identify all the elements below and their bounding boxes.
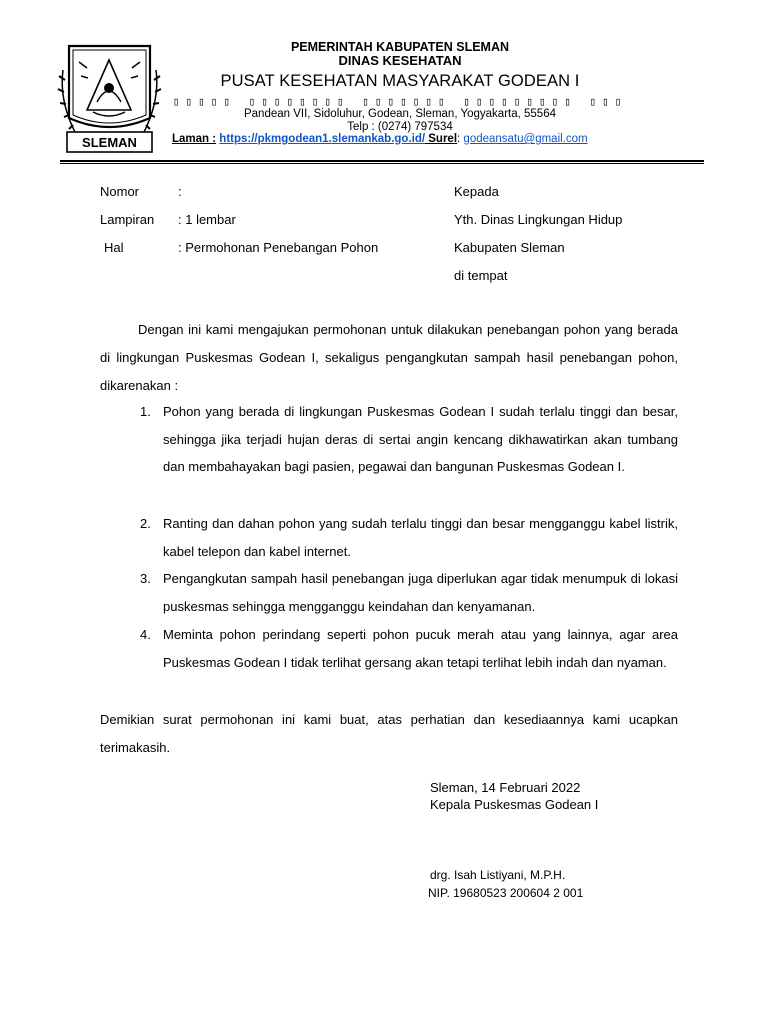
header-divider [60, 160, 704, 162]
hal-label: Hal [104, 240, 124, 255]
body-closing-paragraph: Demikian surat permohonan ini kami buat, atas perhatian dan kesediaannya kami ucapkan terimakasih. [100, 712, 678, 755]
list-item: Pengangkutan sampah hasil penebangan juga diperlukan agar tidak menumpuk di lokasi puskesmas sehingga mengganggu keindahan dan kenyamanan. [163, 571, 678, 614]
list-number: 2. [140, 516, 151, 531]
list-number: 4. [140, 627, 151, 642]
lampiran-label: Lampiran [100, 212, 155, 227]
signature-nip: NIP. 19680523 200604 2 001 [428, 886, 584, 900]
recipient-line-1: Kepada [454, 184, 499, 199]
list-item: Pohon yang berada di lingkungan Puskesmas Godean I sudah terlalu tinggi dan besar, sehingga jika terjadi hujan deras di sertai angin kencang dikhawatirkan akan tumbang dan membahayakan bagi pasien, pegawai dan bangunan Puskesmas Godean I. [163, 404, 678, 474]
web-label: Laman : [172, 133, 217, 145]
header-government: PEMERINTAH KABUPATEN SLEMAN [290, 40, 510, 54]
email-label: Surel [428, 133, 458, 145]
recipient-line-3: Kabupaten Sleman [454, 240, 565, 255]
nomor-label: Nomor [100, 184, 140, 199]
recipient-line-2: Yth. Dinas Lingkungan Hidup [454, 212, 623, 227]
signature-position: Kepala Puskesmas Godean I [430, 797, 599, 812]
list-number: 3. [140, 571, 151, 586]
list-number: 1. [140, 404, 151, 419]
lampiran-value: : 1 lembar [178, 212, 236, 227]
header-divider-thin [60, 163, 704, 164]
recipient-line-4: di tempat [454, 268, 508, 283]
header-javanese-script: ▯▯▯▯▯ ▯▯▯▯▯▯▯▯ ▯▯▯▯▯▯▯ ▯▯▯▯▯▯▯▯▯ ▯▯▯ [172, 95, 628, 108]
header-contact-line: Laman : https://pkmgodean1.slemankab.go.id/ Surel: godeansatu@gmail.com [172, 133, 588, 145]
list-item: Meminta pohon perindang seperti pohon pucuk merah atau yang lainnya, agar area Puskesmas Godean I tidak terlihat gersang akan tetapi terlihat lebih indah dan nyaman. [163, 627, 678, 670]
email-link[interactable]: godeansatu@gmail.com [463, 133, 588, 145]
list-item: Ranting dan dahan pohon yang sudah terlalu tinggi dan besar mengganggu kabel listrik, kabel telepon dan kabel internet. [163, 516, 678, 559]
body-intro-paragraph: Dengan ini kami mengajukan permohonan untuk dilakukan penebangan pohon yang berada di lingkungan Puskesmas Godean I, sekaligus pengangkutan sampah hasil penebangan pohon, dikarenakan : [100, 322, 678, 393]
signature-place-date: Sleman, 14 Februari 2022 [430, 780, 581, 795]
website-link[interactable]: https://pkmgodean1.slemankab.go.id/ [219, 133, 426, 145]
sleman-coat-of-arms-logo [57, 40, 162, 158]
signature-name: drg. Isah Listiyani, M.P.H. [430, 868, 566, 882]
header-phone: Telp : (0274) 797534 [347, 121, 453, 133]
header-address: Pandean VII, Sidoluhur, Godean, Sleman, Yogyakarta, 55564 [243, 108, 556, 120]
hal-value: : Permohonan Penebangan Pohon [178, 240, 379, 255]
header-institution: PUSAT KESEHATAN MASYARAKAT GODEAN I [220, 72, 580, 90]
nomor-value: : [178, 184, 182, 199]
logo-ribbon-text: SLEMAN [82, 135, 137, 150]
header-department: DINAS KESEHATAN [338, 53, 462, 68]
